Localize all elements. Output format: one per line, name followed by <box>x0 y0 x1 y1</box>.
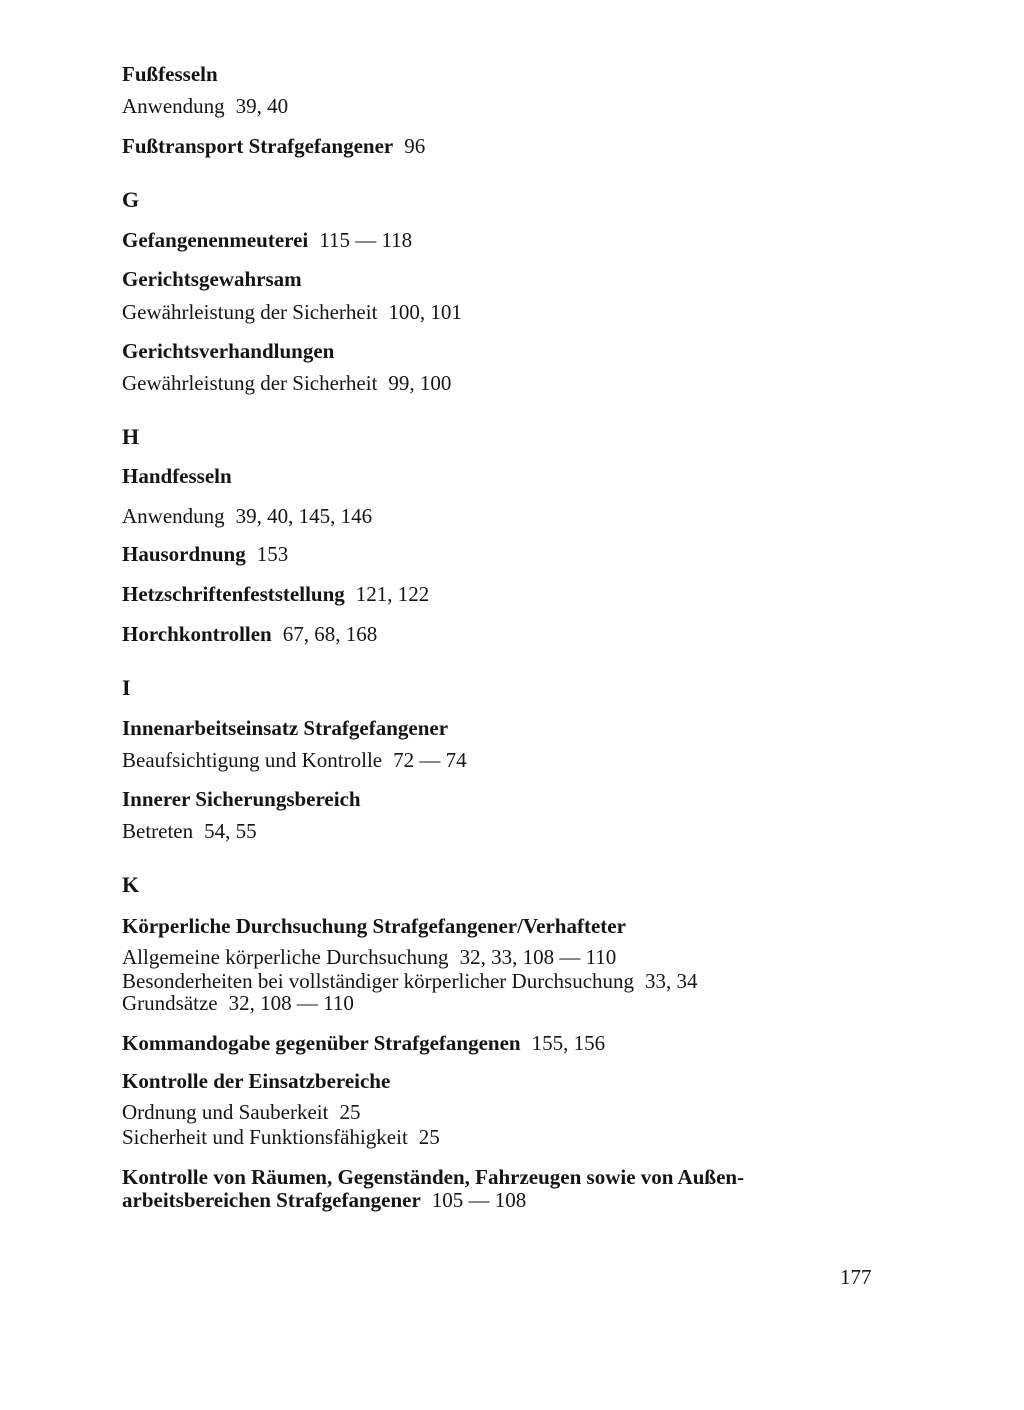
index-subentry: Sicherheit und Funktionsfähigkeit 25 <box>122 1125 440 1149</box>
index-heading: Horchkontrollen 67, 68, 168 <box>122 622 378 646</box>
index-heading: Kommandogabe gegenüber Strafgefangenen 155, 156 <box>122 1031 606 1055</box>
index-heading: Innenarbeitseinsatz Strafgefangener <box>122 716 449 740</box>
index-heading: Gerichtsgewahrsam <box>122 267 302 291</box>
index-subentry: Gewährleistung der Sicherheit 100, 101 <box>122 300 462 324</box>
index-subentry: Besonderheiten bei vollständiger körperlicher Durchsuchung 33, 34 <box>122 969 698 993</box>
index-heading: Fußtransport Strafgefangener 96 <box>122 134 426 158</box>
index-heading: Hetzschriftenfeststellung 121, 122 <box>122 582 430 606</box>
index-subentry: Anwendung 39, 40 <box>122 94 289 118</box>
index-heading: Gerichtsverhandlungen <box>122 339 335 363</box>
section-letter: I <box>122 675 131 700</box>
index-heading: Handfesseln <box>122 464 232 488</box>
index-heading: Kontrolle von Räumen, Gegenständen, Fahrzeugen sowie von Außen- <box>122 1165 745 1189</box>
index-heading: Innerer Sicherungsbereich <box>122 787 361 811</box>
index-subentry: Grundsätze 32, 108 — 110 <box>122 991 354 1015</box>
index-subentry: Ordnung und Sauberkeit 25 <box>122 1100 361 1124</box>
section-letter: G <box>122 187 140 212</box>
index-heading: Körperliche Durchsuchung Strafgefangener/Verhafteter <box>122 914 626 938</box>
index-heading: Gefangenenmeuterei 115 — 118 <box>122 228 413 252</box>
section-letter: K <box>122 872 140 897</box>
index-subentry: Beaufsichtigung und Kontrolle 72 — 74 <box>122 748 467 772</box>
index-heading: Hausordnung 153 <box>122 542 289 566</box>
index-subentry: Betreten 54, 55 <box>122 819 257 843</box>
index-subentry: Anwendung 39, 40, 145, 146 <box>122 504 373 528</box>
index-heading: Fußfesseln <box>122 62 218 86</box>
index-heading: arbeitsbereichen Strafgefangener 105 — 108 <box>122 1188 527 1212</box>
section-letter: H <box>122 424 140 449</box>
index-subentry: Allgemeine körperliche Durchsuchung 32, 33, 108 — 110 <box>122 945 617 969</box>
index-heading: Kontrolle der Einsatzbereiche <box>122 1069 391 1093</box>
page-number: 177 <box>840 1265 872 1289</box>
index-subentry: Gewährleistung der Sicherheit 99, 100 <box>122 371 452 395</box>
